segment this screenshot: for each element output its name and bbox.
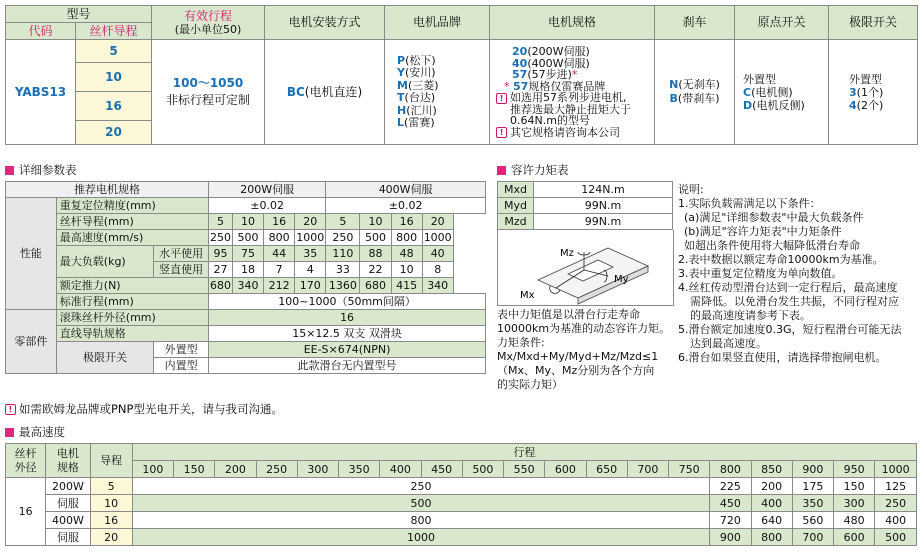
header-brand: 电机品牌 xyxy=(385,6,490,40)
brand-cell xyxy=(385,40,490,145)
speed-cell: 400 xyxy=(875,512,917,529)
note-line: 需降低。以免滑台发生共振，不同行程对应 xyxy=(690,295,899,308)
horiz-cell: 110 xyxy=(326,246,360,262)
motor-cell: 400W xyxy=(46,512,90,529)
lead-cell: 5 xyxy=(326,214,360,230)
slide-diagram-icon xyxy=(498,230,673,305)
lead-cell: 10 xyxy=(360,214,391,230)
thrust-cell: 340 xyxy=(422,278,453,294)
screw-label: 滚珠丝杆外径(mm) xyxy=(56,310,208,326)
code-value: YABS13 xyxy=(6,40,76,145)
alert-icon: ! xyxy=(496,127,507,138)
stroke-header-cell: 850 xyxy=(751,461,792,478)
lead-cell: 20 xyxy=(422,214,453,230)
h-lead: 导程 xyxy=(90,444,132,478)
stroke-header-cell: 150 xyxy=(174,461,215,478)
h-screw: 丝杆 外径 xyxy=(6,444,46,478)
motor-spec-cell: 20(200W伺服) 40(400W伺服) 57(57步进)* * 57规格仅雷赛品牌 ! 如选用57系列步进电机, 推荐选最大静止扭矩大于 0.64N.m的型号 ! 其它规格请咨询本公司 xyxy=(490,40,655,145)
limit-label: 极限开关 xyxy=(56,342,153,374)
speed-cell: 1000 xyxy=(296,231,325,244)
header-stroke-title: 有效行程 xyxy=(184,8,233,23)
origin-cell: 外置型 C(电机侧) D(电机反侧) xyxy=(735,40,829,145)
perf-label: 性能 xyxy=(6,198,57,310)
brand-item: P(松下) xyxy=(397,53,436,67)
mount-code: BC xyxy=(286,84,305,99)
note-line: (a)满足"详细参数表"中最大负载条件 xyxy=(684,211,864,224)
thrust-cell: 680 xyxy=(210,279,232,292)
ext-value: EE-S×674(NPN) xyxy=(209,342,486,358)
brand-item: Y(安川) xyxy=(397,66,436,79)
screw-value: 16 xyxy=(209,310,486,326)
speed-title: 最高速度 xyxy=(5,424,65,440)
note-line: 3.表中重复定位精度为单向数值。 xyxy=(678,267,843,280)
speed-cell: 700 xyxy=(792,529,833,546)
speed-cell: 175 xyxy=(792,478,833,495)
stroke-header-cell: 750 xyxy=(669,461,710,478)
vert-cell: 4 xyxy=(295,262,326,278)
speed-cell: 800 xyxy=(391,230,422,246)
horiz-cell: 75 xyxy=(232,246,263,262)
limit-cell: 外置型 3(1个) 4(2个) xyxy=(829,40,918,145)
repeat-200: ±0.02 xyxy=(209,198,326,214)
brand-item: M(三菱) xyxy=(397,78,439,92)
moment-name: Myd xyxy=(498,198,534,214)
section-square-icon xyxy=(5,428,14,437)
note-line: 达到最高速度。 xyxy=(690,337,767,350)
vert-cell: 7 xyxy=(264,262,295,278)
speed-cell: 250 xyxy=(875,495,917,512)
header-code: 代码 xyxy=(6,23,76,40)
horiz-cell: 95 xyxy=(209,246,233,262)
stroke-header-cell: 900 xyxy=(792,461,833,478)
stroke-header-cell: 500 xyxy=(462,461,503,478)
lead-cell: 10 xyxy=(90,495,132,512)
moment-value: 99N.m xyxy=(534,198,673,214)
mz-label: Mz xyxy=(560,248,574,259)
speed-cell: 400 xyxy=(751,495,792,512)
stroke-header-cell: 1000 xyxy=(875,461,917,478)
stroke-header-cell: 550 xyxy=(504,461,545,478)
detail-title: 详细参数表 xyxy=(5,162,77,178)
speed-cell: 480 xyxy=(834,512,875,529)
header-mount: 电机安装方式 xyxy=(265,6,385,40)
speed-cell: 500 xyxy=(875,529,917,546)
stroke-header-cell: 100 xyxy=(132,461,173,478)
header-lead: 丝杆导程 xyxy=(76,23,152,40)
speed-cell: 300 xyxy=(834,495,875,512)
spec-table xyxy=(5,5,918,145)
speed-cell: 800 xyxy=(751,529,792,546)
repeat-label: 重复定位精度(mm) xyxy=(56,198,208,214)
speed-table xyxy=(5,443,917,546)
speed-cell: 640 xyxy=(751,512,792,529)
stroke-header-cell: 400 xyxy=(380,461,421,478)
lead-option: 10 xyxy=(76,63,152,92)
speed-cell: 250 xyxy=(326,230,360,246)
horiz-cell: 40 xyxy=(422,246,453,262)
vert-cell: 18 xyxy=(232,262,263,278)
brand-item: T(台达) xyxy=(397,91,436,104)
speed-cell: 800 xyxy=(264,230,295,246)
moment-diagram xyxy=(497,230,674,306)
speed-cell: 500 xyxy=(232,230,263,246)
note-line: 4.丝杠传动型滑台达到一定行程后，最高速度 xyxy=(678,281,898,294)
moment-title: 容许力矩表 xyxy=(497,162,569,178)
mx-label: Mx xyxy=(520,290,535,301)
lead-cell: 16 xyxy=(90,512,132,529)
int-label: 内置型 xyxy=(154,358,209,374)
guide-value: 15×12.5 双支 双滑块 xyxy=(209,326,486,342)
vert-cell: 22 xyxy=(360,262,391,278)
note-line: 6.滑台如果竖直使用，请选择带抱闸电机。 xyxy=(678,351,887,364)
header-limit: 极限开关 xyxy=(829,6,918,40)
parts-label: 零部件 xyxy=(6,310,57,374)
speed-cell: 125 xyxy=(875,478,917,495)
lead-cell: 20 xyxy=(295,214,326,230)
horiz-label: 水平使用 xyxy=(154,246,209,262)
header-origin: 原点开关 xyxy=(735,6,829,40)
my-label: My xyxy=(614,274,629,285)
speed-cell: 600 xyxy=(834,529,875,546)
dia-cell: 16 xyxy=(6,478,46,546)
mount-cell xyxy=(265,40,385,145)
lead-label: 丝杆导程(mm) xyxy=(56,214,208,230)
stroke-cell xyxy=(152,40,265,145)
moment-value: 124N.m xyxy=(534,182,673,198)
h-motor: 电机 规格 xyxy=(46,444,90,478)
h-stroke: 行程 xyxy=(132,444,916,461)
int-value: 此款滑台无内置型号 xyxy=(209,358,486,374)
thrust-cell: 170 xyxy=(295,278,326,294)
stroke-note: 非标行程可定制 xyxy=(166,93,251,107)
stroke-header-cell: 800 xyxy=(710,461,751,478)
thrust-cell: 212 xyxy=(264,278,295,294)
lead-option: 16 xyxy=(76,92,152,121)
brake-cell: N(无刹车) B(带刹车) xyxy=(655,40,735,145)
speed-cell: 250 xyxy=(210,231,232,244)
speed-cell: 1000 xyxy=(423,231,452,244)
mount-text: (电机直连) xyxy=(304,84,363,99)
rec-motor-label: 推荐电机规格 xyxy=(6,182,209,198)
lead-cell: 16 xyxy=(391,214,422,230)
repeat-400: ±0.02 xyxy=(326,198,486,214)
lead-option: 5 xyxy=(76,40,152,63)
vert-label: 竖直使用 xyxy=(154,262,209,278)
motor-cell: 伺服 xyxy=(46,495,90,512)
footnote: ! 如需欧姆龙品牌或PNP型光电开关，请与我司沟通。 xyxy=(5,401,283,417)
vert-cell: 10 xyxy=(391,262,422,278)
speed-flat-cell: 250 xyxy=(132,478,710,495)
note-line: 的最高速度请参考下表。 xyxy=(690,309,811,322)
header-stroke xyxy=(152,6,265,40)
note-line: 1.实际负载需满足以下条件： xyxy=(678,197,821,210)
speed-flat-cell: 500 xyxy=(132,495,710,512)
stroke-header-cell: 950 xyxy=(834,461,875,478)
speed-flat-cell: 800 xyxy=(132,512,710,529)
stroke-label: 标准行程(mm) xyxy=(56,294,208,310)
moment-name: Mzd xyxy=(498,214,534,230)
stroke-header-cell: 350 xyxy=(339,461,380,478)
lead-cell: 16 xyxy=(264,214,295,230)
m400-label: 400W伺服 xyxy=(326,182,486,198)
stroke-header-cell: 600 xyxy=(545,461,586,478)
load-label: 最大负载(kg) xyxy=(56,246,153,278)
lead-cell: 10 xyxy=(232,214,263,230)
vert-cell: 33 xyxy=(326,262,360,278)
speed-cell: 150 xyxy=(834,478,875,495)
speed-cell: 560 xyxy=(792,512,833,529)
stroke-value: 100~1000（50mm间隔） xyxy=(209,294,486,310)
lead-cell: 5 xyxy=(90,478,132,495)
thrust-cell: 680 xyxy=(360,278,391,294)
brand-item: L(雷赛) xyxy=(397,116,435,129)
note-line: (b)满足"容许力矩表"中力矩条件 xyxy=(684,225,842,238)
speed-cell: 900 xyxy=(710,529,751,546)
note-line: 2.表中数据以额定寿命10000km为基准。 xyxy=(678,253,884,266)
note-line: 5.滑台额定加速度0.3G，短行程滑台可能无法 xyxy=(678,323,902,336)
thrust-cell: 340 xyxy=(232,278,263,294)
motor-cell: 200W xyxy=(46,478,90,495)
vert-cell: 8 xyxy=(422,262,453,278)
stroke-range: 100～1050 xyxy=(172,76,244,90)
stroke-header-cell: 200 xyxy=(215,461,256,478)
thrust-label: 额定推力(N) xyxy=(56,278,208,294)
header-motor-spec: 电机规格 xyxy=(490,6,655,40)
vert-cell: 27 xyxy=(209,262,233,278)
moment-table xyxy=(497,181,673,230)
horiz-cell: 88 xyxy=(360,246,391,262)
speed-cell: 350 xyxy=(792,495,833,512)
brand-item: H(汇川) xyxy=(397,103,437,117)
speed-cell: 450 xyxy=(710,495,751,512)
speed-cell: 200 xyxy=(751,478,792,495)
notes xyxy=(678,183,918,365)
horiz-cell: 35 xyxy=(295,246,326,262)
section-square-icon xyxy=(5,166,14,175)
stroke-header-cell: 250 xyxy=(256,461,297,478)
horiz-cell: 44 xyxy=(264,246,295,262)
stroke-header-cell: 300 xyxy=(297,461,338,478)
moment-value: 99N.m xyxy=(534,214,673,230)
lead-option: 20 xyxy=(76,121,152,145)
detail-table xyxy=(5,181,486,374)
speed-cell: 225 xyxy=(710,478,751,495)
alert-icon: ! xyxy=(5,404,16,415)
section-square-icon xyxy=(497,166,506,175)
ext-label: 外置型 xyxy=(154,342,209,358)
thrust-cell: 1360 xyxy=(326,278,360,294)
header-stroke-sub: (最小单位50) xyxy=(174,22,242,36)
header-model: 型号 xyxy=(6,6,152,23)
guide-label: 直线导轨规格 xyxy=(56,326,208,342)
lead-cell: 20 xyxy=(90,529,132,546)
speed-flat-cell: 1000 xyxy=(132,529,710,546)
lead-cell: 5 xyxy=(209,214,233,230)
moment-text: 表中力矩值是以滑台行走寿命 10000km为基准的动态容许力矩。 力矩条件: Mx/Mxd+My/Myd+Mz/Mzd≤1 （Mx、My、Mz分别为各个方向 的实际力矩） xyxy=(497,308,671,391)
moment-name: Mxd xyxy=(498,182,534,198)
notes-title: 说明: xyxy=(678,183,704,196)
stroke-header-cell: 650 xyxy=(586,461,627,478)
motor-cell: 伺服 xyxy=(46,529,90,546)
speed-cell: 720 xyxy=(710,512,751,529)
horiz-cell: 48 xyxy=(391,246,422,262)
m200-label: 200W伺服 xyxy=(209,182,326,198)
thrust-cell: 415 xyxy=(391,278,422,294)
stroke-header-cell: 700 xyxy=(627,461,668,478)
alert-icon: ! xyxy=(496,93,507,104)
speed-cell: 500 xyxy=(360,230,391,246)
stroke-header-cell: 450 xyxy=(421,461,462,478)
header-brake: 刹车 xyxy=(655,6,735,40)
speed-label: 最高速度(mm/s) xyxy=(56,230,208,246)
note-line: 如超出条件使用将大幅降低滑台寿命 xyxy=(684,239,860,252)
